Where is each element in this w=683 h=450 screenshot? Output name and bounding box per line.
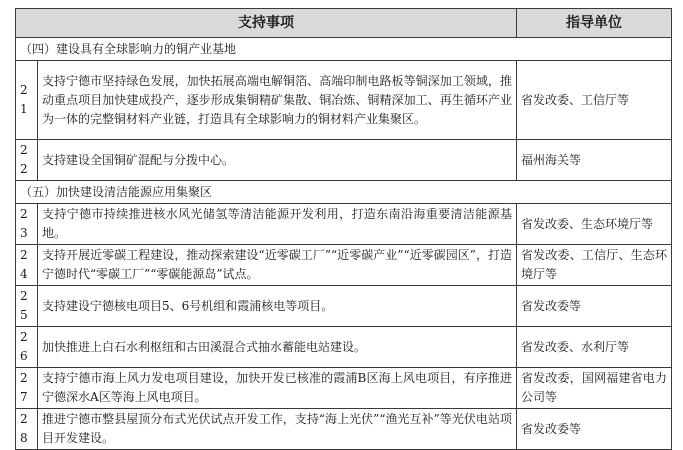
row-unit: 省发改委等: [517, 409, 672, 450]
row-number: 26: [16, 327, 38, 368]
row-item: 支持宁德市坚持绿色发展，加快拓展高端电解铜箔、高端印制电路板等铜深加工领域，推动重点项目加快建成投产，逐步形成集铜精矿集散、铜冶炼、铜精深加工、再生循环产业为一体的完整铜材料产业链，打造具有全球影响力的铜材料产业集聚区。: [38, 61, 517, 140]
table-row: [16, 286, 672, 327]
row-item: 支持开展近零碳工程建设，推动探索建设“近零碳工厂”“近零碳产业”“近零碳园区”，打造宁德时代“零碳工厂”“零碳能源岛”试点。: [38, 245, 517, 286]
row-unit: 省发改委、工信厅、生态环境厅等: [517, 245, 672, 286]
row-unit: 省发改委、水利厅等: [517, 327, 672, 368]
row-number: 27: [16, 368, 38, 409]
table-row: [16, 245, 672, 286]
table-row: [16, 327, 672, 368]
row-unit: 省发改委、生态环境厅等: [517, 204, 672, 245]
header-support-items: 支持事项: [16, 9, 517, 38]
row-item: 加快推进上白石水利枢纽和古田溪混合式抽水蓄能电站建设。: [38, 327, 517, 368]
table-row: [16, 140, 672, 181]
table-header-row: [16, 9, 672, 38]
row-unit: 省发改委，国网福建省电力公司等: [517, 368, 672, 409]
row-unit: 省发改委、工信厅等: [517, 61, 672, 140]
section-title: （五）加快建设清洁能源应用集聚区: [16, 181, 672, 204]
row-number: 24: [16, 245, 38, 286]
row-number: 25: [16, 286, 38, 327]
header-guiding-unit: 指导单位: [517, 9, 672, 38]
section-row: [16, 181, 672, 204]
row-item: 支持建设全国铜矿混配与分拨中心。: [38, 140, 517, 181]
table-row: [16, 204, 672, 245]
row-number: 23: [16, 204, 38, 245]
row-item: 支持建设宁德核电项目5、6号机组和霞浦核电等项目。: [38, 286, 517, 327]
row-unit: 福州海关等: [517, 140, 672, 181]
table-row: [16, 368, 672, 409]
row-item: 推进宁德市整县屋顶分布式光伏试点开发工作，支持“海上光伏”“渔光互补”等光伏电站项目开发建设。: [38, 409, 517, 450]
row-number: 21: [16, 61, 38, 140]
row-number: 28: [16, 409, 38, 450]
support-items-table: [15, 8, 672, 450]
table-row: [16, 61, 672, 140]
row-number: 22: [16, 140, 38, 181]
table-row: [16, 409, 672, 450]
section-title: （四）建设具有全球影响力的铜产业基地: [16, 38, 672, 61]
row-item: 支持宁德市海上风力发电项目建设，加快开发已核准的霞浦B区海上风电项目，有序推进宁德深水A区等海上风电项目。: [38, 368, 517, 409]
row-unit: 省发改委等: [517, 286, 672, 327]
row-item: 支持宁德市持续推进核水风光储氢等清洁能源开发利用，打造东南沿海重要清洁能源基地。: [38, 204, 517, 245]
section-row: [16, 38, 672, 61]
